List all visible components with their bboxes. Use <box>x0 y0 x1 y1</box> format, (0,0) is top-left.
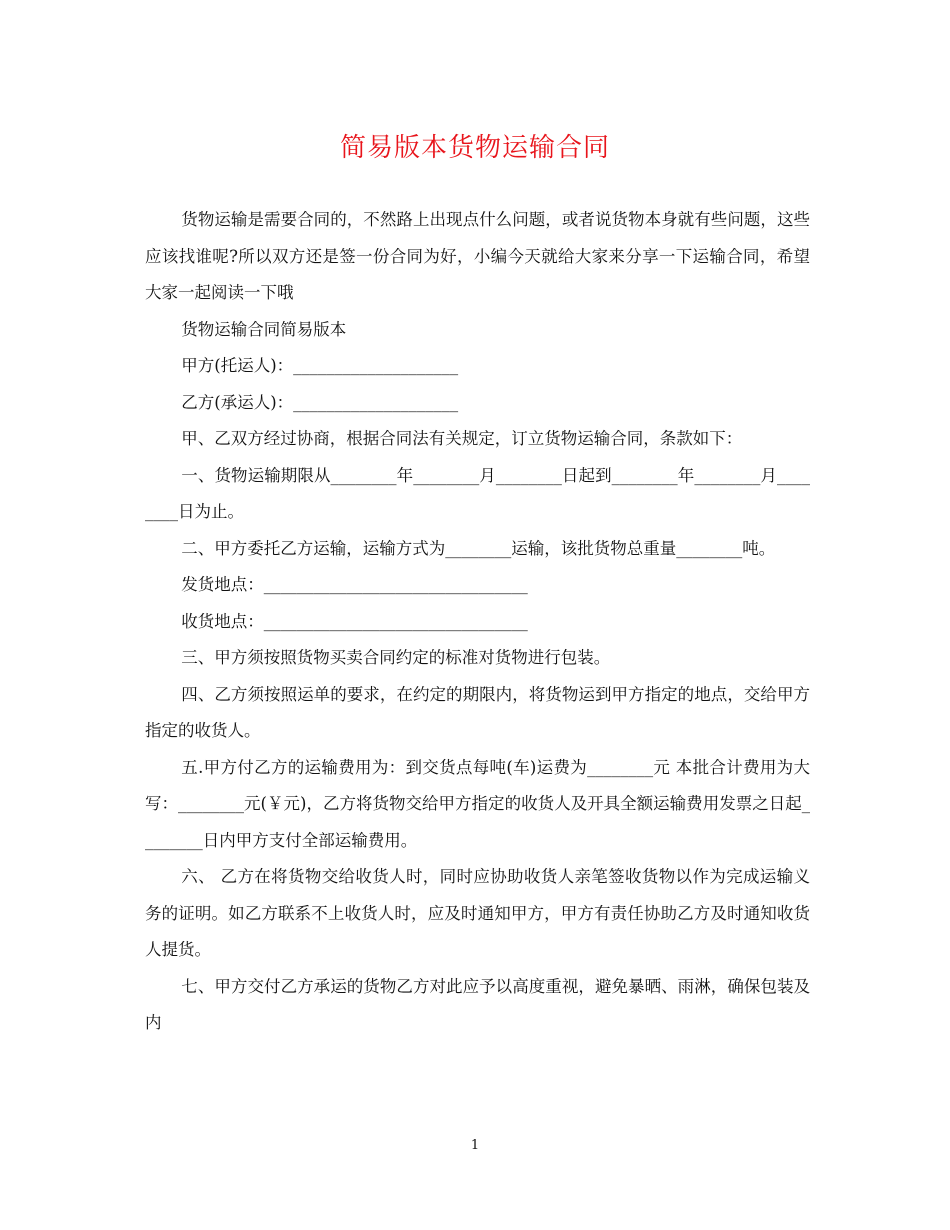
clause-7: 七、甲方交付乙方承运的货物乙方对此应予以高度重视，避免暴晒、雨淋，确保包装及内 <box>145 976 810 1032</box>
document-title: 简易版本货物运输合同 <box>339 133 610 163</box>
party-b-line: 乙方(承运人)：____________________ <box>181 392 459 412</box>
contract-subtitle: 货物运输合同简易版本 <box>181 319 347 339</box>
receiving-location: 收货地点：________________________________ <box>181 611 528 631</box>
intro-paragraph: 货物运输是需要合同的，不然路上出现点什么问题，或者说货物本身就有些问题，这些应该找谁呢?所以双方还是签一份合同为好，小编今天就给大家来分享一下运输合同，希望大家一起阅读一下哦 <box>145 210 810 302</box>
clause-3: 三、甲方须按照货物买卖合同约定的标准对货物进行包装。 <box>181 648 611 667</box>
shipping-location: 发货地点：________________________________ <box>181 575 528 594</box>
document-body <box>145 202 810 1042</box>
clause-2: 二、甲方委托乙方运输，运输方式为________运输，该批货物总重量________吨。 <box>181 538 776 558</box>
party-a-line: 甲方(托运人)：____________________ <box>181 356 459 375</box>
clause-6: 六、 乙方在将货物交给收货人时，同时应协助收货人亲笔签收货物以作为完成运输义务的证明。如乙方联系不上收货人时，应及时通知甲方，甲方有责任协助乙方及时通知收货人提货。 <box>145 867 810 959</box>
clause-1: 一、货物运输期限从________年________月________日起到________年________月________日为止。 <box>145 465 810 521</box>
clause-5: 五.甲方付乙方的运输费用为：到交货点每吨(车)运费为________元 本批合计费用为大写：________元(￥元)，乙方将货物交给甲方指定的收货人及开具全额运输费用发票之日起________日内甲方支付全部运输费用。 <box>145 757 810 850</box>
page-number: 1 <box>470 1138 480 1153</box>
agreement-preamble: 甲、乙双方经过协商，根据合同法有关规定，订立货物运输合同，条款如下： <box>181 429 743 448</box>
clause-4: 四、乙方须按照运单的要求，在约定的期限内，将货物运到甲方指定的地点，交给甲方指定的收货人。 <box>145 684 810 740</box>
